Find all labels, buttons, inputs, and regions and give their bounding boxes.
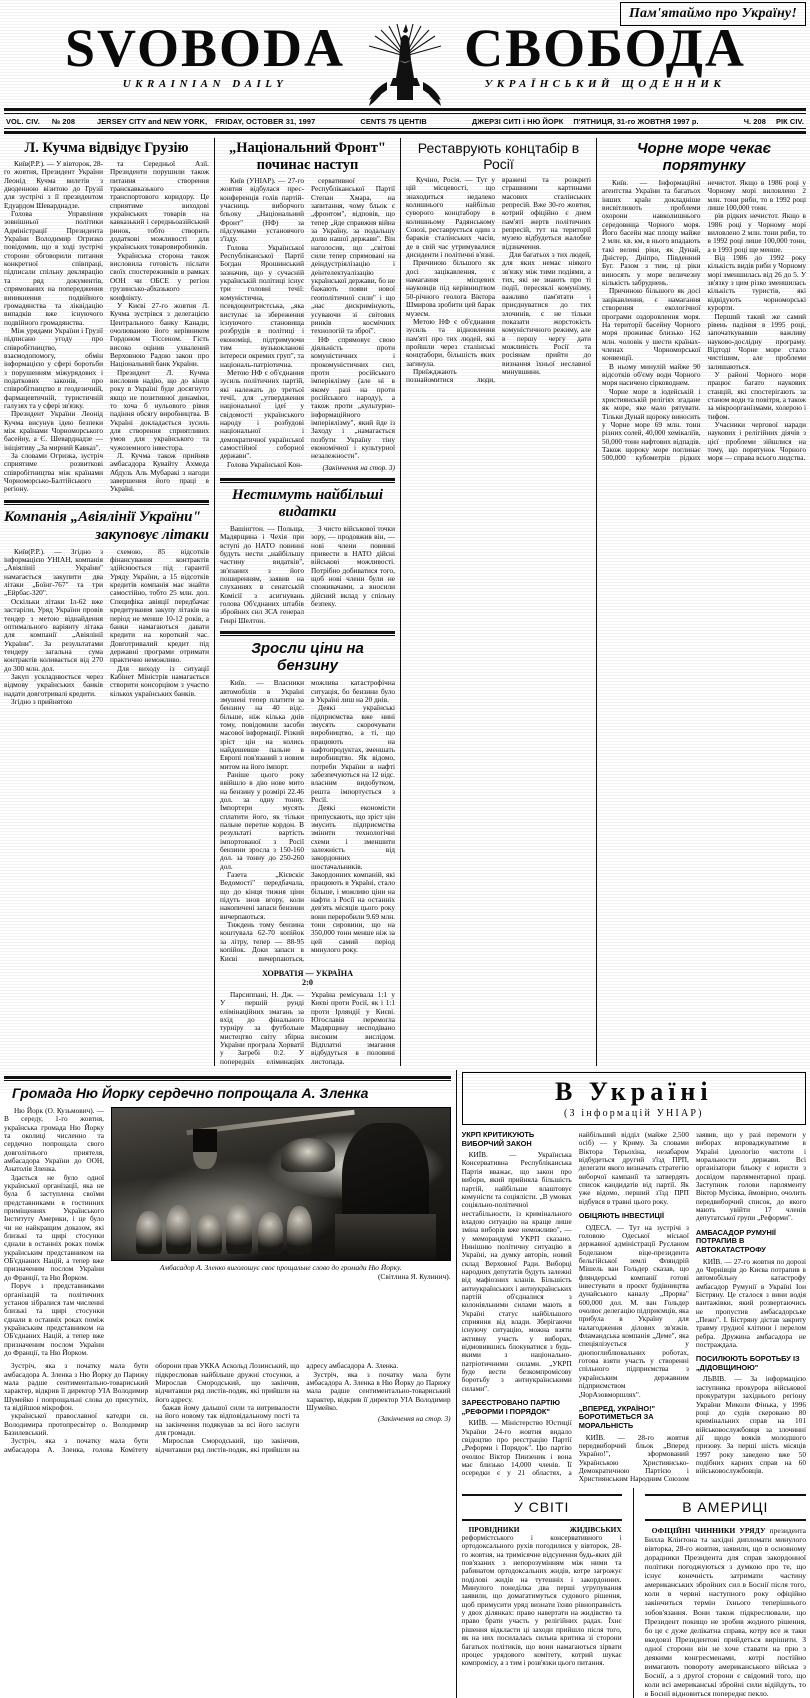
top-article-block	[4, 138, 806, 1066]
dateline-place-uk: ДЖЕРЗІ СИТІ і НЮ ЙОРК	[471, 116, 564, 126]
zlenko-top-row	[4, 1107, 451, 1357]
world-section-body	[462, 1526, 622, 1668]
caption-credit: (Світлина Я. Кулинич).	[377, 1271, 451, 1281]
paragraph: Причиною більшого як досі зацікавлення, є намагання створення екологічної програми оздоровлення моря. На території басейну Чорного моря проживає близько 162 млн. чоловік у шести країнах-членах Чорноморської конвенції.	[602, 286, 701, 363]
paragraph: Деякі економісти припускають, що зріст цін змусить підприємства змінити технологічні схеми і зменшити залежність від закордонних шостачальників. Закордонних компаній, які працюють в Україні, стало більше, і можливо ціни на нафти з Росії на останніх дев'ять місяців цього року вони переробили 9.69 млн. тонн сировини, що на 350,000 тонн менше ніж за цей самий період минулого року.	[311, 803, 395, 955]
paragraph: Українська сторона також висловила готовість післати своїх спостережників в рамках ООН чи ОБСЕ у регіон грузинсько-абхазького конфлікту.	[110, 250, 209, 302]
paragraph: Президент Л. Кучма висловив надію, що до кінця року в Україні буде досягнуто якщо не позитивної динаміки, то хоча б нульового рівня падіння обсягу виробництва. В Україні докладається зусиль для створення сприятливих умов для українського та чужоземного інвестора.	[110, 367, 209, 452]
column-4	[602, 138, 806, 1066]
brief-body: КИЇВ. — 27-го жовтня по дорозі до Чернівців до Києва потрапив в автомобільну катастрофу амбасадор Румунії в Україні Іон Бістряну. Це сталося з вини водія вантажівки, який розвертаючись не пропустив амбасадорське „Пежо". І. Бістряну дістав закриту травму грудної клітини і перелом ребра. Дружина амбасадора не постраждала.	[695, 1256, 806, 1349]
paragraph: Причиною більшого як досі зацікавлення, є намагання місцевих науковців під керівництвом 50-річного геолога Віктора Шмирова зробити цей барак музеєм.	[406, 258, 495, 318]
photo-caption	[111, 1264, 451, 1281]
paragraph: Київ(Р.Р.). — У вівторок, 28-го жовтня, Президент України Леонід Кучма вилетів з дводенною візитою до Грузії для зустрічі з її президентом Едуардом Шеварднадзе.	[4, 159, 103, 210]
zlenko-text-left	[4, 1107, 104, 1357]
headline-aviation-line2: закуповує літаки	[95, 526, 209, 543]
sports-score-block	[220, 969, 395, 988]
article-aviation	[4, 509, 209, 707]
dateline-place-en: JERSEY CITY and NEW YORK,	[97, 116, 208, 126]
dateline-issue: № 208	[51, 116, 76, 126]
article-nato-costs	[220, 487, 395, 625]
paragraph: З чисто військової точки зору, — продовжив він, — нові члени повинні привести в НАТО дійсні військові можливості. Потрібно добиватися того, щоб нові члени були не споживачами, а вносили дійсний вклад у спільну безпеку.	[311, 524, 395, 609]
dateline-vol-uk: РІК CIV.	[775, 116, 804, 126]
column-3	[406, 138, 591, 1066]
paragraph: Перший такий же самий рівень падіння в 1995 році, започаткувавши важливу науково-дослідну програму. Відтоді Чорне море стало чистішим, але проблеми залишаються.	[707, 311, 806, 371]
paragraph: Київ. — Власники автомобілів в Україні змушені тепер платити за бензину на 40 відс. більше, ніж кілька днів тому, повідомили засоби масової інформації. Різкий зріст цін на колись найдешевше пальне в Европі пов'язаний з новим митом на його імпорт.	[220, 678, 304, 771]
america-section	[645, 1488, 806, 1698]
brief-item	[696, 1229, 806, 1350]
column-divider	[400, 138, 401, 1066]
masthead-title-en: SVOBODA	[65, 18, 345, 78]
section-divider	[220, 478, 395, 483]
world-lead: ПРОВІДНИКИ ЖИДІВСЬКИХ	[468, 1524, 622, 1534]
column-1	[4, 138, 209, 1066]
paragraph: Київ. — Інформаційні агентства України та багатьох інших країн докладніше висвітлюють проблеми охорони навколишнього середовища Чорного моря. Його басейн має площу майже 2 млн. кв. км, в нього впадають такі великі ріки, як Дунай, Дністер, Дніпро, Південний Буг. Разом з тим, ці ріки виносять у море величезну кількість забруднень.	[602, 178, 701, 288]
paragraph: Учасники чергової наради наукових і релігійних діячів з цієї проблеми зійшлися на тому, що порятунок Чорного моря — справа всього людства.	[707, 419, 806, 463]
continuation-note: (Закінчення на стор. 3)	[322, 462, 395, 472]
brief-body: КИЇВ. — Міністерство Юстиції України 24-го жовтня видало свідоцтво про реєстрацію Партії „Реформи і Порядок". Цю партію очолює Віктор Пинзеник і вона має близько 14,000 членів. Її осередки є у 21 областях, а найбільший відділ (майже 2,500 осіб) — у Криму. За словами Віктора Терьохіна, незабаром відбудеться другий з'їзд ПРП, делегати якого визначать стратегію виборчої кампанії та затвердять список кандидатів від партії. Як уже відомо, перший з'їзд ПРП відбувся в травні цього року.	[461, 1129, 689, 1478]
headline-front-line2: починає наступ	[256, 157, 359, 173]
brief-item	[696, 1355, 806, 1475]
brief-item	[579, 1212, 689, 1399]
paragraph: Газета „Кієвскіє Ведомості" передбачала, що до кінця тижня ціни підуть знов вгору, коли накопичені запаси бензини вичерпаються.	[220, 870, 304, 921]
paragraph: Мирослав Смородський, що закінчив, відчитавши ряд листів-подяк, які прийшли на адресу амбасадора А. Зленка.	[155, 1361, 399, 1454]
paragraph: Метою НФ є об'єднання зусиль політичних партій, які належать до третьої течії, для „утвердження національної ідеї у свідомості українського народу і розбудові національної і демократичної української самостійної соборної держави".	[220, 367, 304, 461]
headline-front-line1: „Національний Фронт"	[229, 140, 386, 156]
zlenko-body-columns	[4, 1362, 451, 1454]
dateline-vol: VOL. CIV.	[6, 116, 40, 126]
ukraine-section	[462, 1070, 806, 1698]
brief-title: АМБАСАДОР РУМУНІЇ ПОТРАПИВ В АВТОКАТАСТРОФУ	[695, 1227, 776, 1254]
brief-item	[462, 1131, 572, 1393]
paragraph: За словами Огризка, зустріч сприятиме розвиткові співробітництва між країнами Чорноморсько-Балтійського регіону.	[4, 451, 103, 494]
sports-title: ХОРВАТІЯ — УКРАЇНА	[261, 968, 354, 978]
headline-zlenko: Громада Ню Йорку сердечно попрощала А. Зленка	[12, 1084, 369, 1101]
paragraph: Оскільки літаки Іл-62 вже застаріли, Уряд України провів тендер з метою віднайдення оптимального варіянту літака для компанії „Авіялінії України". За результатами тендеру загальна сума контрактів коливається від 270 до 300 млн. дол.	[4, 596, 103, 673]
paragraph: Голова Управління зовнішньої політики Адміністрації Президента України Володимир Огризко повідомив, що в ході зустрічі сторони обговорили питання конкретної співпраці, підписали спільну деклярацію та ряд документів, спрямованих на попередження виникнення подвійного громадянства та ліквідацію випадків вже існуючого подвійного громадянства.	[4, 209, 103, 327]
brief-body: ЛЬВІВ. — За інформацією заступника прокурора військової прокуратури західнього регіону України Миколи Фінька, у 1996 році до судів скеровано 80 кримінальних справ на 101 військовослужбовця за злочинні дії щодо вояків молодшого призову. За перші шість місяців 1997 року заведено вже 50 подібних карних справ на 60 військовослужбовців.	[695, 1374, 806, 1476]
america-body-text: президента Билла Клінтона та західні дипломати минулого вівторка, 28-го жовтня, заявили, що в основному дорадники Президента для справ закордонної політики погоджуються з думкою про те, що існує конечність затримати частину американських збройних сил в Боснії після того, коли в червні наступного року офіційно закінчиться термін їхнього теперішнього зобов'язання. Вони також підкреслювали, що Президент покищо не зробив жодного рішення, бо це є дуже делікатна справа, котру все ж таки вкедовзі Президентові прийдеться вирішити. З одної сторони він не хоче ставати на прю з деякими конгресменами, котрі постійно вимагають повороту американського війська з Боснії, а з другої сторони є свідомий того, що коли всі американські збройні сили відійдуть, то в Боснії відновиться попереднє пекло.	[644, 1525, 806, 1698]
headline-nato: Нестимуть найбільші видатки	[231, 487, 384, 521]
section-divider	[4, 1076, 451, 1081]
paragraph: Голова Української Кон-	[227, 459, 303, 469]
brief-title: ОБІЦЯЮТЬ ІНВЕСТИЦІЇ	[578, 1211, 665, 1221]
brief-title: УКРП КРИТИКУЮТЬ ВИБОРЧИЙ ЗАКОН	[461, 1129, 535, 1148]
paragraph: Тиждень тому бензина коштувала 62-70 копійок за літру, тепер — 88-95 копійок. Доки запаси в Києві вичерпаються, можлива катастрофічна ситуація, бо бензини було в Україні лиш на 20 днів.	[220, 678, 395, 963]
paragraph: Деякі українські підприємства вже нині змусять скорочувати виробництво, а ті, що працюють на нафтопродуктах, зменшать виробництво. Як відомо, потреби України в нафті забезпечуються на 12 відс. власним видобутком, решта імпортується з Росії.	[311, 703, 395, 804]
paragraph: рів рідких нечистот. Якщо в 1986 році у Чорному морі виловлено 2 млн. тони риби, то в 1992 році лише 100,000 тонн, а в 1993 році ще менше.	[707, 211, 806, 254]
headline-gas: Зросли ціни на бензину	[251, 640, 364, 675]
america-section-title: В АМЕРИЦІ	[645, 1494, 806, 1521]
world-section	[462, 1488, 622, 1698]
statue-of-liberty-tryzub-emblem	[357, 22, 453, 108]
paragraph: Президент України Леонід Кучма висунув ідею безпеки між країнами Чорноморського басейну, а Є. Шеварднадзе — ініціятиву „За мирний Кавказ".	[4, 409, 103, 452]
paragraph: Чорне море в іодейській і християнській релігіях згадане як море, яке мало рятувати. Тільки Дунай щороку виносить у Чорне море 69 млн. тонн різних солей, 40,000 хемікаліїв, 50,000 тонн нафтових відпадів. Також щороку море поглинає 500,000 кубометрів рідких нечистот. Якщо в 1986 році у Чорному морі виловлено 2 млн. тони риби, то в 1992 році лише 100,000 тонн.	[602, 178, 806, 463]
article-kuchma-georgia	[4, 140, 209, 494]
paragraph: Парсиппані, Н. Дж. — У першій рунді елімінаційних змагань за вхід до фінального турніру за футбольне мистецтво світу збірна України програла Хорватії у Загребі 0:2. У попередніх еліминаціях Україна ремісувала 1:1 у Києві проти Росії, як і 1:1 проти Ірляндії у Києві. Югославія перемогла Мадярщину несподівано високим вислідом. Відплатні змагання відбудуться в половині листопада.	[220, 989, 395, 1066]
paragraph: Від 1986 до 1992 року кількість видів риби у Чорному морі зменшилась від 26 до 5. У зв'язку з цим різко зменшилась кількість туристів, які відвідують чорноморські курорти.	[707, 253, 806, 313]
paragraph: Кучіно, Росія. — Тут у цій місцевості, що знаходиться недалеко колишнього найбільш суворого концтабору в колишньому Радянському Союзі, реставрується один з бараків сталінських часів, де в свій час утримувалися дисиденти і політичні в'язні.	[406, 175, 495, 260]
brief-body: ОДЕСА. — Тут на зустрічі з головою Одеської міської державної адміністрації Русланом Боделаном віце-президента бельгійської землі Фляндрій Мішель ван Гольдер сказав, що фляндерські компанії готові інвестувати в проєкт будівництва дунайського каналу „Прорва" 600,000 дол. М. ван Гольдер очолює делегацію підприємців, яка прибула в Україну для налагодження ділових зв'язків. Фламандська компанія „Деме", яка спеціялізується у днопоглиблювальних роботах, готова взяти участь у створенні спільного підприємства з українським державним підприємством „ЧорАзовморшлях".	[578, 1222, 689, 1399]
paragraph: Київ(Р.Р.). — Згідно з інформацією УНІАН, компанія „Авіялінії України" намагається закупити два літаки „Боїнг-767" та три „Ейрбас-320".	[4, 546, 103, 598]
paragraph: схемою, 85 відсотків фінансування контрактів здійснюється під гарантії Уряду України, а 15 відсотків кредитів компанія має знайти самостійно, тобто 25 млн. дол. Специфіка авіяції передбачає кредитування закупу літаків на період не менше 10-12 років, а банки намагаються давати кредити на короткий час. Довготривалий кредит під державні програми отримати практично неможливо.	[110, 546, 209, 665]
paragraph: У районі Чорного моря працює багато наукових станцій, які спостерігають за станом води та повітря, а також за мікроорганізмами, холерою і тифом.	[707, 369, 806, 421]
paragraph: Зустріч, яка з початку мала бути амбасадора А. Зленка з Ню Йорку до Парижу мала радше сентиментально-товариський характер, відкрив її директор УІА Володимир Шумейко і попрощальні слова до присутніх, та відійшов мікрофон.	[4, 1361, 149, 1412]
paragraph: української православної катедри св. Володимира протопресвітер о. Володимир Базилевський.	[4, 1411, 149, 1437]
continuation-note: (Закінчення на стор. 3)	[378, 1414, 451, 1424]
masthead-right	[455, 18, 755, 90]
paragraph: НФ спрямовує свою діяльність проти комуністичних і прокомуністичних сил, проти російського імперіялізму (але ні в якому разі на проти російського народу), а також проти „культурно-інформаційного імперіялізму", який йде із Заходу і „намагається позбути Україну тіну економічної і культурної незалежности".	[311, 334, 395, 461]
paragraph: Між урядами України і Грузії підписано угоду про співробітництво, взаємодопомогу, обмін інформацією у сфері боротьби з порушенням міжурядових і податкових законів, про співробітництво в геодезичній, фармацевтичній, туристичній галузях та у сфері зв'язку.	[4, 325, 103, 410]
brief-title: ЗАРЕЄСТРОВАНО ПАРТІЮ „РЕФОРМИ І ПОРЯДОК"	[461, 1398, 561, 1416]
brief-body: КИЇВ. — Українська Консервативна Республіканська Партія вважає, що закон про вибори, який прийняла більшість партій, найбільше влаштовує комуністи та соціялісти. „В умовах соціяльно-політичної нестабільности, із кримінального владою ситуацію на краще лише зміна виборів вже неможливо", — у меморандумі УКРП сказано. Нинішню політичну ситуацію в Україні, на думку авторів, новий склад Верховної Ради. Виборці народних депутатів будуть залежні від мафіозних кланів. Більшість антиукраїнських і антиукраїнських партій об'єдналися з колоніяльними силами мають в Україні статус найбільшого сприяння від влади. Зберігаючи існуючу ситуацію, можна взяти активну участь у виборах, відмовившись блокуватися з будь-якими з національно-патріотичними силами. „УКРП буде вести безкомпромісову боротьбу з антиукраїнськими силами".	[461, 1150, 572, 1393]
paragraph: сервативної Республіканської Партії Степан Хмара, на запитання, чому бльок є „фронтом", відповів, що тепер „йде справжня війна за Україну, за подальшу долю нашої держави". Він наголосив, що „світові сили тепер спрямовані на деіндустріялізацію і деінтелектуалізацію української держави, бо не бажають появи нової геополітичної сили" і що „нас дискримінують, усуваючи зі світових ринків космічних технологій та зброї".	[311, 176, 395, 336]
world-section-title: У СВІТІ	[462, 1494, 622, 1521]
paragraph: У Києві 27-го жовтня Л. Кучма зустрівся з делегацією Центрального банку Канади, очолюваною його керівником Гордоном Тіссеном. Гість високо оцінив ухвалений Верховною Радою закон про Національний банк України.	[110, 300, 209, 369]
paragraph: Метою НФ є об'єднання зусиль та відновлення пам'яті про тих людей, які пройшли через сталінські концтабори, більшість яких загинула.	[406, 316, 495, 368]
paragraph: Згідно з прийнятою	[11, 696, 73, 706]
article-zlenko-farewell	[4, 1085, 451, 1454]
paragraph: Київ (УНІАР). — 27-го жовтня відбулася прес-конференція голів партій-учасниць виборчого бльоку „Національний Фронт" (НФ) за підсумками установчого з'їзду.	[220, 176, 304, 244]
ukraine-briefs	[462, 1131, 806, 1484]
paragraph: Зустріч, яка з початку мала бути амбасадора А. Зленка в Ню Йорку до Парижу мала радше сентиментально-товариський характер, відкрив її директор УІА Володимир Шумейко.	[306, 1369, 451, 1412]
masthead	[0, 0, 810, 108]
article-national-front	[220, 140, 395, 472]
banner-text: Пам'ятаймо про Україну!	[628, 6, 797, 21]
column-divider	[596, 138, 597, 1066]
dateline-price: CENTS 75 ЦЕНТІВ	[360, 116, 427, 126]
article-gas-prices	[220, 640, 395, 1066]
column-divider	[633, 1488, 634, 1698]
paragraph: Зустріч, яка з початку мала бути амбасадора А. Зленка, голова Комітету оборони прав УККА Аскольд Лозинський, що підкреслював найбільше дружні стосунки, а Мирослав Смородський, що закінчив, відчитавши ряд листів-подяк, які прийшли на його адресу.	[4, 1361, 300, 1454]
paragraph: Здається не було одної української організації, яка не була б заступлена своїми представниками в гостинних приміщеннях Українського Інституту Америки, і це було чи не найкращим доказом, які близькі та щирі стосунки єднали в останніх роках поміж українським представником на ОБ'єднаних Націй, а тепер вже призначеним послом України до Франції, та Ню Йорком.	[4, 1172, 104, 1282]
lower-block	[4, 1070, 806, 1698]
ukraine-banner-title: В Україні	[554, 1076, 713, 1106]
dateline-date-uk: П'ЯТНИЦЯ, 31-го ЖОВТНЯ 1997 р.	[573, 116, 699, 126]
column-2	[220, 138, 395, 1066]
article-camp-russia	[406, 140, 591, 385]
brief-title: „ВПЕРЕД, УКРАЇНО!" БОРОТИМЕТЬСЯ ЗА МОРАЛЬНІСТЬ	[578, 1403, 656, 1431]
masthead-left	[55, 18, 355, 90]
column-divider	[456, 1070, 457, 1698]
headline-kuchma: Л. Кучма відвідує Грузію	[24, 140, 189, 156]
paragraph: Поруч з представниками організацій та політичних установ зібралися там численні близькі та щирі стосунки єднали в останніх роках поміж українським представником на ОБ'єднаних Націй, а тепер вже призначеним послом України до Франції, та Ню Йорком.	[4, 1281, 104, 1357]
paragraph: Закуп ускладнюється через відмову українських банків надати довготривалі кредити.	[4, 671, 103, 698]
sports-score: 2:0	[302, 978, 313, 988]
masthead-title-uk: СВОБОДА	[464, 18, 746, 78]
zlenko-photo-wrap	[111, 1107, 451, 1357]
paragraph: Вашінґтон. — Польща, Мадярщина і Чехія при вступі до НАТО повинні будуть нести „найбільшу частину видатків", зв'язаних з його поширенням, заявив на слуханнях в сенатській Комісії з асигнувань голова Об'єднаних штабів збройних сил ЗСА генерал Генрі Шелтон.	[220, 524, 304, 625]
paragraph: В ньому минулій майже 90 відсотків об'єму води Чорного моря насичено сірководнем.	[602, 361, 701, 388]
world-america-block	[462, 1488, 806, 1698]
ukraine-banner	[462, 1072, 806, 1125]
column-divider	[214, 138, 215, 1066]
zlenko-photo	[111, 1107, 451, 1261]
masthead-subtitle-uk: УКРАЇНСЬКИЙ ЩОДЕННИК	[484, 78, 726, 90]
brief-title: ПОСИЛЮЮТЬ БОРОТЬБУ ІЗ „ДІДОВЩИНОЮ"	[695, 1354, 800, 1372]
america-section-body	[645, 1526, 806, 1698]
paragraph: бажав йому дальшої сили та витривалости на його новому так відповідальному пості та на закінчення подякував за всі його заслуги для громади.	[155, 1402, 300, 1437]
dateline	[0, 114, 810, 128]
paragraph: Л. Кучма також прийняв амбасадора Кувайту Ахмеда Абдуль Аль Мубаракі з нагоди завершення його праці в Україні.	[110, 451, 209, 494]
paragraph: Приїжджають познайомитися люди, вражені та розкриті страшними картинами масових сталінських репресій. Вже 30-го жовтня, котрий офіційно є днем пам'яті жертв політичних репресій, тут на території музею відбудеться жалобне відзначення.	[406, 175, 591, 385]
content-area	[0, 134, 810, 1698]
paragraph: Ню Йорк (О. Кузьмович). — В середу, 1-го жовтня, українська громада Ню Йорку та околиці численно та сердечно попрощала свого довголітнього приятеля, амбасадора України до ООН, Анатолія Зленка.	[4, 1105, 104, 1174]
article-black-sea	[602, 140, 806, 463]
section-divider	[4, 500, 209, 505]
ukraine-banner-subtitle: (З інформацій УНІАР)	[563, 1107, 704, 1119]
paragraph: Голова Української Республіканської Партії Богдан Ярошинський зазначив, що у сучасній українській політиці існує три головні течії: комуністична, псевдоцентристська, „яка виступає за збереження існуючого становища розбрудів в політиці і економіці, підтримуючи тим вузькокланові інтереси окремих груп", та національ-патріотична.	[220, 242, 304, 369]
zlenko-block	[4, 1070, 451, 1698]
headline-camp: Реставрують концтабір в Росії	[417, 140, 580, 172]
caption-text: Амбасадор А. Зленко виголошує своє прощальне слово до громади Ню Йорку.	[159, 1262, 402, 1272]
headline-sea: Чорне море чекає порятунку	[636, 140, 772, 174]
brief-body: КИЇВ. — 28-го жовтня передвиборчий бльок „Вперед Україно!", зформований Українською Християнсько-Демократичною Партією і Християнським Народним Союзом заявив, що у разі перемоги у виборах впроваджуватиме в Україні ідеологію чистоти і моральности держави. Всі організатори бльоку є юристи з досвідом парляментарної праці. Заступник голови парляменту Віктор Мусіяка, ймовірно, очолить передвиборчий список, до якого мають увійти 17 членів депутатської групи „Реформи".	[578, 1129, 806, 1484]
dateline-date-en: FRIDAY, OCTOBER 31, 1997	[215, 116, 316, 126]
paragraph: Раніше цього року ввійшло в дію нове мито на бензину у розмірі 22.46 дол. за одну тонну. Імпортери мусять сплатити його, як тільки пальне перетне кордон. В результаті вартість імпортованої з Росії бензини зросла з 150-160 дол. за тонну до 250-260 дол.	[220, 769, 304, 871]
dateline-issue-uk: Ч. 208	[743, 116, 766, 126]
paragraph: та Середньої Азії. Президенти порушили також питання створення транскавказького транспортового коридору. Це сприятиме виходові українських товарів на кавказький і середньоазійський ринок, тобто створить додаткові можливості для українських товаровиробників.	[110, 159, 209, 252]
masthead-subtitle-en: UKRAINIAN DAILY	[122, 78, 288, 90]
paragraph: Для виходу із ситуації Кабінет Міністрів намагається створити консорціюм з участю кількох українських банків.	[110, 663, 209, 698]
america-lead: ОФІЦІЙНІ ЧИННИКИ УРЯДУ	[651, 1525, 766, 1535]
world-body-text: реформістського і консервативного і ортодоксального рухів погодилися у вівторок, 28-го жовтня, на тримісячне відсунення будь-яких дій пов'язаних з непорозумінням між ними та рабинатом ортодоксальних жидів, котре загрожує поділові жидів на тутешніх і закордонних. Минулого понеділка два перші угрупування заявили, що домагатимуться судового рішення, щоб примусити уряд визнати їхню рівноправність у двох ділянках: право навертати на жидівство та право брати участь у релігійних радах. Їхнє рішення відкласти ці заходи прийшло після того, як на них посилалась сильна критика зі сторони багатьох політиків, що вони намагаються зірвати процес урядового комітету, котрий шукає компромісу, а з тим і розв'язки цього питання.	[461, 1533, 622, 1668]
headline-aviation-line1: Компанія „Авіялінії України"	[4, 508, 201, 525]
paragraph: Для багатьох з тих людей, для яких немає ніякого зв'язку між тими подіями, а тих, які не знають про ті події, пересяклі комунізму, важливо пам'ятати і приєднуватися до тих злочинів, є не тільки показати жорстокість комуністичного режиму, але в першу чергу дати можливість Росії та росіянам прийти до визнання їхньої неславної минувшини.	[502, 250, 591, 376]
section-divider	[220, 631, 395, 636]
